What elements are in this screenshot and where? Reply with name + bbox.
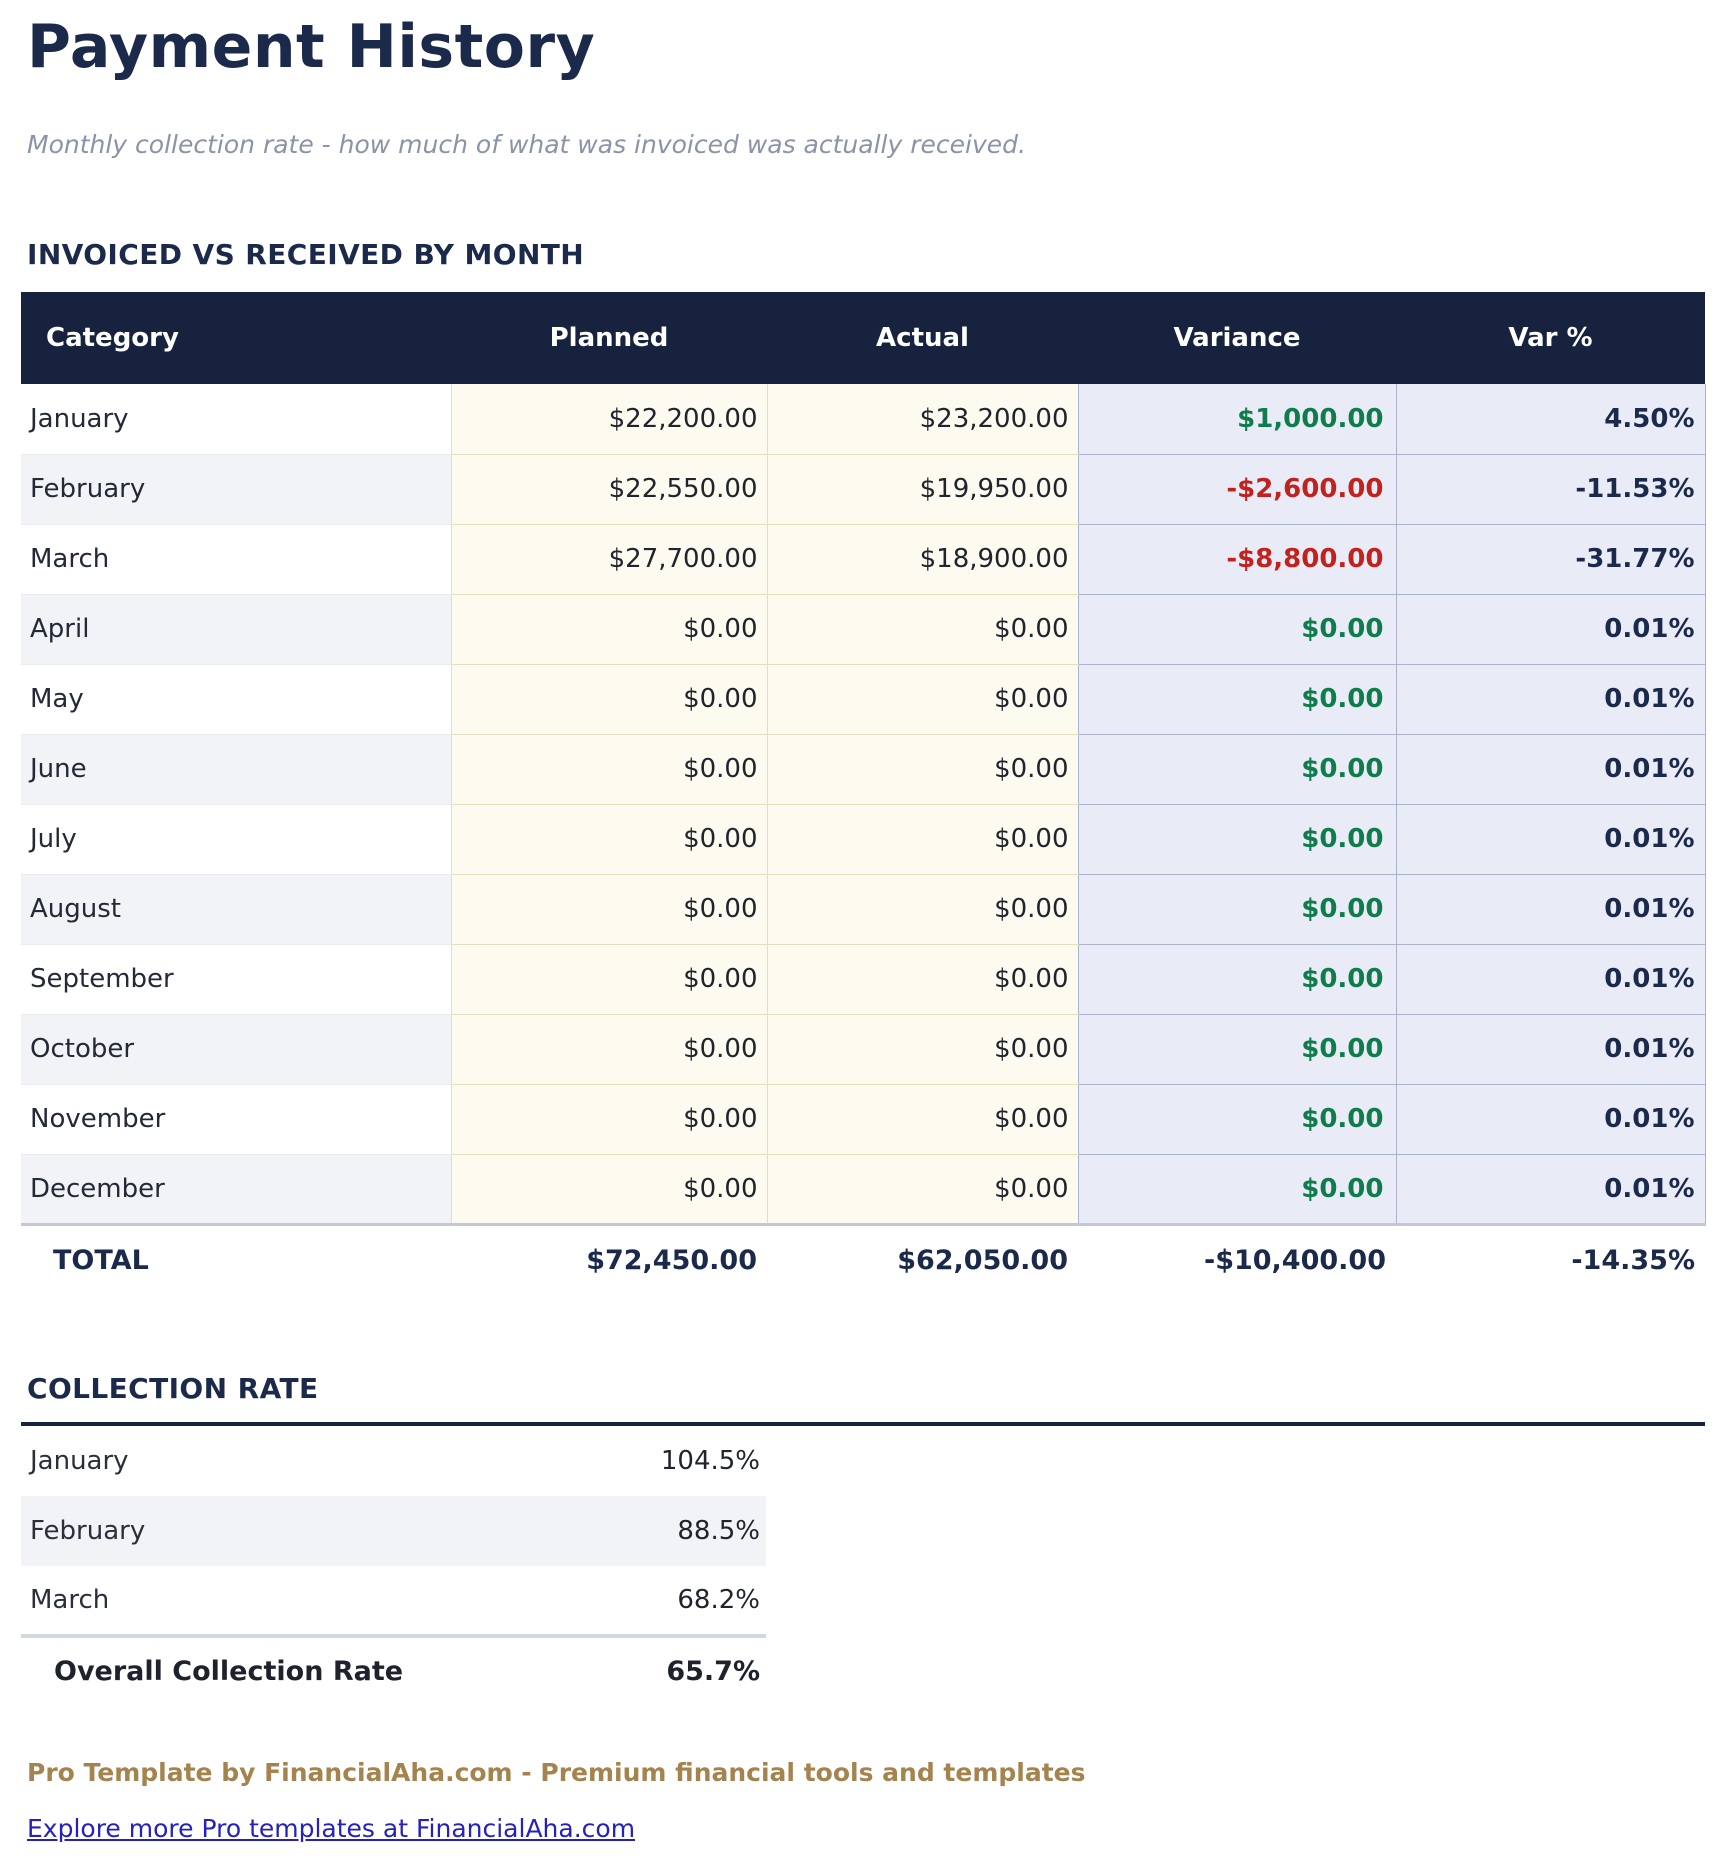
header-row [21, 292, 1705, 384]
collection-rate-value: 88.5% [441, 1496, 766, 1566]
total-var-pct: -14.35% [1396, 1224, 1705, 1296]
cell-var-pct: 0.01% [1396, 1084, 1705, 1154]
cell-var-pct: 0.01% [1396, 664, 1705, 734]
collection-table-body [21, 1426, 766, 1636]
column-header-var-pct: Var % [1396, 292, 1705, 384]
cell-actual: $18,900.00 [767, 524, 1078, 594]
invoiced-table [21, 292, 1706, 1296]
cell-var-pct: -11.53% [1396, 454, 1705, 524]
table-row [21, 734, 1705, 804]
table-row [21, 594, 1705, 664]
cell-category: October [21, 1014, 451, 1084]
cell-actual: $0.00 [767, 594, 1078, 664]
total-planned: $72,450.00 [451, 1224, 767, 1296]
cell-category: January [21, 384, 451, 454]
table-row [21, 874, 1705, 944]
collection-row [21, 1426, 766, 1496]
cell-category: June [21, 734, 451, 804]
cell-planned: $27,700.00 [451, 524, 767, 594]
cell-actual: $19,950.00 [767, 454, 1078, 524]
overall-collection-value: 65.7% [441, 1636, 766, 1704]
cell-actual: $0.00 [767, 1154, 1078, 1224]
cell-actual: $0.00 [767, 664, 1078, 734]
table-row [21, 1154, 1705, 1224]
cell-variance: $1,000.00 [1078, 384, 1396, 454]
table-row [21, 664, 1705, 734]
collection-row [21, 1496, 766, 1566]
column-header-actual: Actual [767, 292, 1078, 384]
cell-variance: $0.00 [1078, 874, 1396, 944]
cell-planned: $0.00 [451, 734, 767, 804]
table-row [21, 944, 1705, 1014]
cell-actual: $23,200.00 [767, 384, 1078, 454]
cell-planned: $0.00 [451, 1014, 767, 1084]
collection-month-label: February [21, 1496, 441, 1566]
cell-planned: $22,550.00 [451, 454, 767, 524]
overall-collection-row [21, 1636, 766, 1704]
total-row [21, 1224, 1705, 1296]
cell-category: February [21, 454, 451, 524]
cell-planned: $0.00 [451, 944, 767, 1014]
cell-actual: $0.00 [767, 804, 1078, 874]
cell-category: August [21, 874, 451, 944]
cell-variance: $0.00 [1078, 594, 1396, 664]
cell-var-pct: 0.01% [1396, 944, 1705, 1014]
column-header-category: Category [21, 292, 451, 384]
invoiced-section-heading: INVOICED VS RECEIVED BY MONTH [27, 238, 585, 271]
cell-category: April [21, 594, 451, 664]
total-label: TOTAL [21, 1224, 451, 1296]
collection-rate-value: 104.5% [660, 1446, 760, 1476]
collection-row [21, 1566, 766, 1636]
cell-var-pct: -31.77% [1396, 524, 1705, 594]
page-title: Payment History [27, 12, 596, 82]
table-row [21, 454, 1705, 524]
collection-section-heading: COLLECTION RATE [27, 1372, 319, 1405]
cell-variance: $0.00 [1078, 804, 1396, 874]
cell-actual: $0.00 [767, 874, 1078, 944]
cell-category: September [21, 944, 451, 1014]
overall-collection-label: Overall Collection Rate [21, 1636, 441, 1704]
cell-var-pct: 0.01% [1396, 1014, 1705, 1084]
collection-month-label: March [30, 1585, 110, 1615]
total-actual: $62,050.00 [767, 1224, 1078, 1296]
cell-actual: $0.00 [767, 734, 1078, 804]
cell-variance: -$8,800.00 [1078, 524, 1396, 594]
cell-planned: $0.00 [451, 804, 767, 874]
invoiced-table-body [21, 384, 1705, 1224]
cell-var-pct: 0.01% [1396, 734, 1705, 804]
cell-variance: -$2,600.00 [1078, 454, 1396, 524]
cell-var-pct: 0.01% [1396, 594, 1705, 664]
page-subtitle: Monthly collection rate - how much of what was invoiced was actually received. [27, 130, 1026, 159]
cell-planned: $0.00 [451, 594, 767, 664]
cell-category: March [21, 524, 451, 594]
cell-planned: $0.00 [451, 664, 767, 734]
column-header-variance: Variance [1078, 292, 1396, 384]
cell-category: December [21, 1154, 451, 1224]
cell-actual: $0.00 [767, 1014, 1078, 1084]
column-header-planned: Planned [451, 292, 767, 384]
cell-var-pct: 4.50% [1396, 384, 1705, 454]
cell-variance: $0.00 [1078, 734, 1396, 804]
cell-category: November [21, 1084, 451, 1154]
table-row [21, 524, 1705, 594]
cell-var-pct: 0.01% [1396, 1154, 1705, 1224]
cell-planned: $22,200.00 [451, 384, 767, 454]
cell-actual: $0.00 [767, 1084, 1078, 1154]
footer-link[interactable]: Explore more Pro templates at FinancialAha.com [27, 1814, 636, 1843]
cell-variance: $0.00 [1078, 664, 1396, 734]
cell-category: July [21, 804, 451, 874]
cell-variance: $0.00 [1078, 944, 1396, 1014]
collection-table-overall [21, 1636, 766, 1704]
collection-rate-table [21, 1426, 766, 1704]
cell-var-pct: 0.01% [1396, 804, 1705, 874]
cell-variance: $0.00 [1078, 1014, 1396, 1084]
footer-link-wrap [27, 1814, 1722, 1844]
cell-var-pct: 0.01% [1396, 874, 1705, 944]
table-row [21, 804, 1705, 874]
collection-rate-value: 68.2% [677, 1585, 760, 1615]
total-variance: -$10,400.00 [1078, 1224, 1396, 1296]
cell-variance: $0.00 [1078, 1084, 1396, 1154]
table-row [21, 1014, 1705, 1084]
invoiced-table-total [21, 1224, 1705, 1296]
table-row [21, 384, 1705, 454]
table-row [21, 1084, 1705, 1154]
cell-planned: $0.00 [451, 1084, 767, 1154]
collection-month-label: January [30, 1446, 129, 1476]
invoiced-table-header [21, 292, 1705, 384]
cell-variance: $0.00 [1078, 1154, 1396, 1224]
footer-credit: Pro Template by FinancialAha.com - Premium financial tools and templates [27, 1758, 1086, 1787]
cell-planned: $0.00 [451, 1154, 767, 1224]
cell-planned: $0.00 [451, 874, 767, 944]
cell-actual: $0.00 [767, 944, 1078, 1014]
cell-category: May [21, 664, 451, 734]
